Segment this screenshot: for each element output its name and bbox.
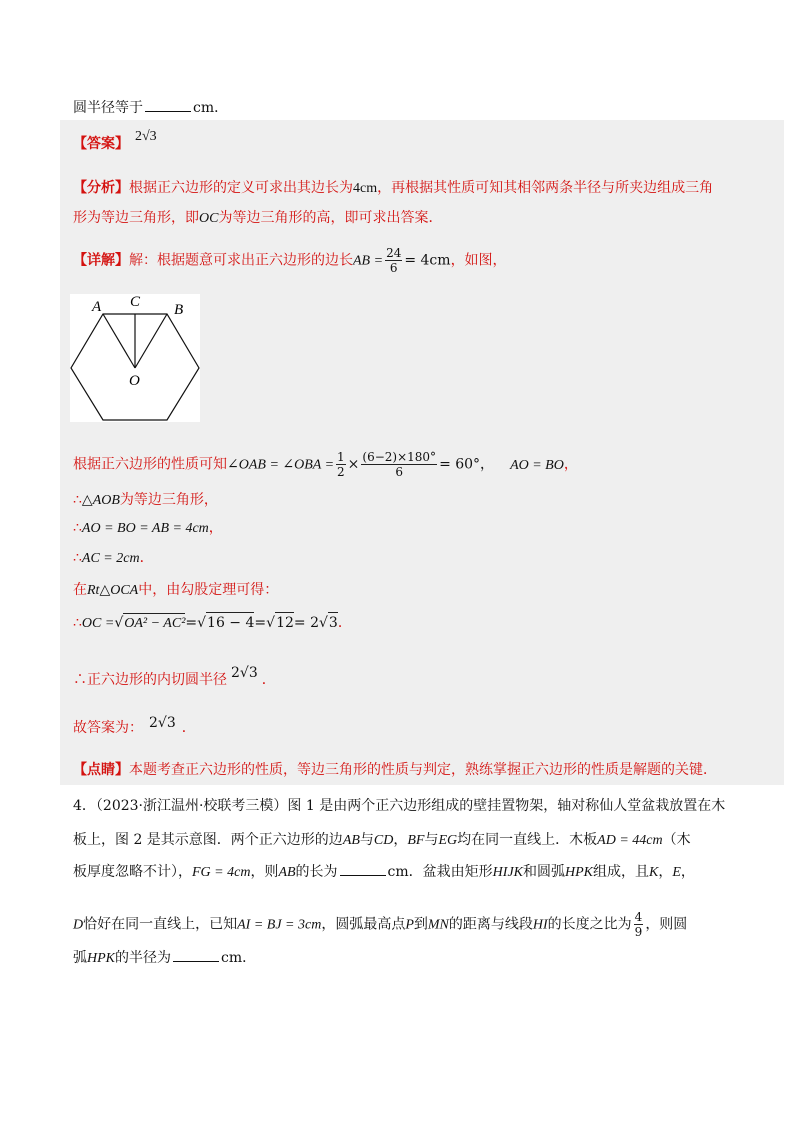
final-answer-line: 故答案为： 2√3 ． [73, 715, 196, 736]
step-equilateral: ∴△AOB为等边三角形， [73, 492, 218, 508]
label-c: C [130, 294, 141, 310]
fraction-half: $\frac{1}{2}$ [337, 450, 345, 479]
q4-line-5: 弧HPK的半径为 cm． [73, 950, 257, 966]
hexagon-figure [70, 294, 200, 422]
label-a: A [92, 299, 102, 315]
answer-tag: 【答案】 [73, 136, 129, 152]
comment-tag: 【点睛】 [73, 762, 129, 778]
step-sides: ∴AO = BO = AB = 4cm， [73, 520, 223, 536]
label-b: B [174, 302, 184, 318]
q4-line-4: D恰好在同一直线上，已知AI = BJ = 3cm，圆弧最高点P到MN的距离与线段HI的长度之比为 $\frac{4}{9}$ ，则圆 [73, 910, 688, 939]
property-line: 根据正六边形的性质可知∠OAB = ∠OBA = $\frac{1}{2}$ × $\frac{(6-2)\times 180^\circ}{6}$ = 60°， AO = BO， [73, 450, 578, 479]
answer-blank [145, 99, 191, 112]
label-o: O [129, 373, 140, 389]
answer-line [73, 129, 157, 155]
detail-tag: 【详解】 [73, 252, 129, 269]
segment-bo [135, 314, 167, 368]
analysis-tag: 【分析】 [73, 180, 129, 196]
hexagon-svg [70, 294, 200, 422]
analysis-line-2: 形为等边三角形，即OC为等边三角形的高，即可求出答案． [73, 210, 443, 226]
fraction-4-9: $\frac{4}{9}$ [634, 910, 643, 939]
fraction-24-6: $\frac{24}{6}$ [386, 246, 402, 275]
answer-value: 2√3 [135, 129, 157, 144]
step-inradius: ∴正六边形的内切圆半径 2√3 ． [73, 665, 276, 688]
step-right-triangle: 在Rt△OCA中，由勾股定理可得： [73, 582, 279, 598]
analysis-line-1: 【分析】根据正六边形的定义可求出其边长为4cm，再根据其性质可知其相邻两条半径与所夹边组成三角 [73, 180, 714, 196]
q4-blank-ab [340, 863, 386, 876]
q4-line-1: 4．（2023·浙江温州·校联考三模）图 1 是由两个正六边形组成的壁挂置物架，轴对称仙人堂盆栽放置在木 [73, 798, 726, 814]
q4-line-3: 板厚度忽略不计），FG = 4cm，则AB的长为 cm．盆栽由矩形HIJK和圆弧HPK组成，且K，E， [73, 864, 695, 880]
question-tail-line: 圆半径等于 cm． [73, 100, 229, 116]
fraction-angle: $\frac{(6-2)\times 180^\circ}{6}$ [362, 450, 437, 479]
q4-blank-radius [173, 949, 219, 962]
step-pythagoras: ∴OC =√OA² − AC²=√16 − 4=√12= 2√3． [73, 612, 352, 634]
q4-line-2: 板上，图 2 是其示意图．两个正六边形的边AB与CD，BF与EG均在同一直线上．木板AD = 44cm（木 [73, 832, 691, 848]
step-ac: ∴AC = 2cm． [73, 550, 154, 566]
detail-line: 【详解】解：根据题意可求出正六边形的边长AB = $\frac{24}{6}$ = 4cm，如图， [73, 246, 507, 275]
comment-line: 【点睛】本题考查正六边形的性质，等边三角形的性质与判定，熟练掌握正六边形的性质是解题的关键． [73, 762, 717, 778]
segment-ao [103, 314, 135, 368]
